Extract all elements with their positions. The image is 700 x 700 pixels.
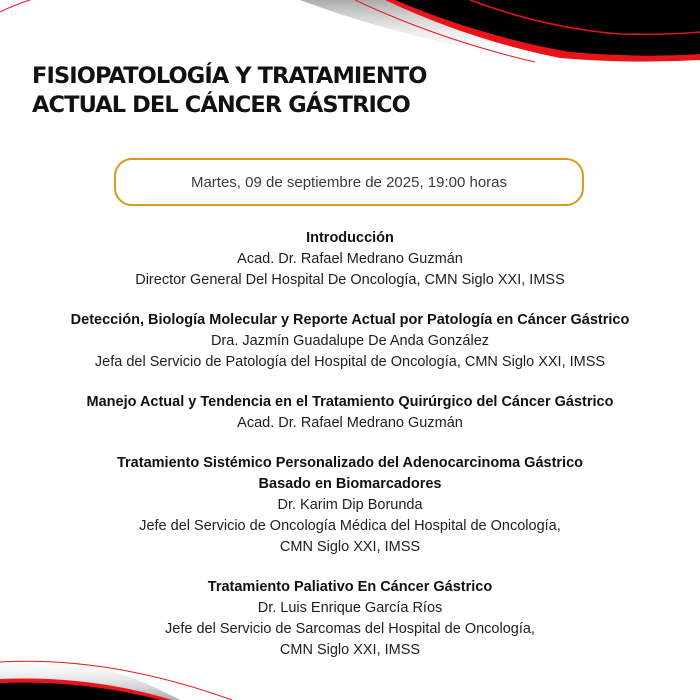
program-session [0,310,700,373]
speaker-role: Director General Del Hospital De Oncología, CMN Siglo XXI, IMSS [135,272,565,288]
speaker-name: Dr. Luis Enrique García Ríos [257,600,443,616]
session-speaker [0,598,700,661]
speaker-role: CMN Siglo XXI, IMSS [279,539,421,555]
event-date-text: Martes, 09 de septiembre de 2025, 19:00 horas [190,173,508,191]
session-speaker [0,413,700,434]
session-title [0,392,700,413]
session-speaker [0,249,700,291]
session-speaker [0,495,700,558]
title-line-2: ACTUAL DEL CÁNCER GÁSTRICO [32,92,410,118]
session-title-line: Manejo Actual y Tendencia en el Tratamiento Quirúrgico del Cáncer Gástrico [86,394,614,410]
program-session [0,577,700,661]
speaker-role: Jefa del Servicio de Patología del Hospital de Oncología, CMN Siglo XXI, IMSS [94,354,606,370]
session-title-line: Tratamiento Sistémico Personalizado del Adenocarcinoma Gástrico [116,455,584,471]
page-title [32,62,426,120]
speaker-role: CMN Siglo XXI, IMSS [279,642,421,658]
session-title [0,228,700,249]
session-title-line: Detección, Biología Molecular y Reporte Actual por Patología en Cáncer Gástrico [70,312,630,328]
speaker-role: Jefe del Servicio de Oncología Médica del Hospital de Oncología, [139,518,561,534]
speaker-name: Dr. Karim Dip Borunda [277,497,423,513]
session-title-line: Introducción [306,230,394,246]
session-title [0,453,700,495]
program-session [0,392,700,434]
session-title-line: Basado en Biomarcadores [258,476,442,492]
session-title-line: Tratamiento Paliativo En Cáncer Gástrico [207,579,493,595]
speaker-name: Acad. Dr. Rafael Medrano Guzmán [237,251,463,267]
program-list [0,228,700,680]
program-session [0,228,700,291]
speaker-name: Dra. Jazmín Guadalupe De Anda González [210,333,490,349]
session-speaker [0,331,700,373]
session-title [0,310,700,331]
event-date-badge [114,158,584,206]
session-title [0,577,700,598]
title-line-1: FISIOPATOLOGÍA Y TRATAMIENTO [32,63,427,89]
speaker-name: Acad. Dr. Rafael Medrano Guzmán [237,415,463,431]
program-session [0,453,700,558]
speaker-role: Jefe del Servicio de Sarcomas del Hospital de Oncología, [165,621,535,637]
